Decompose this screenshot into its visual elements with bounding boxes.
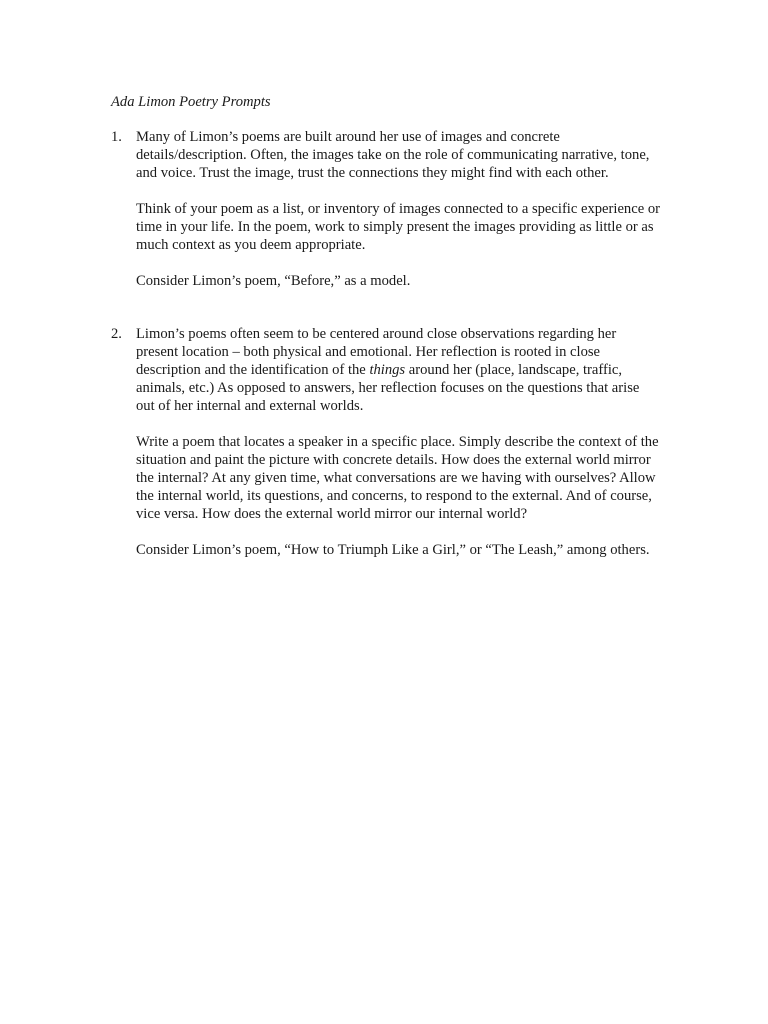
text-line: details/description. Often, the images take on the role of communicating narrative, tone, (136, 147, 650, 163)
text-line: Limon’s poems often seem to be centered around close observations regarding her (136, 326, 617, 342)
text-line: vice versa. How does the external world mirror our internal world? (136, 506, 528, 522)
text-line: and voice. Trust the image, trust the connections they might find with each other. (136, 165, 609, 181)
text-line: the internal? At any given time, what conversations are we having with ourselves? Allow (136, 470, 656, 486)
prompt-paragraph (136, 325, 696, 415)
prompt-paragraph (136, 433, 696, 523)
model-poem-line: Consider Limon’s poem, “Before,” as a model. (136, 273, 411, 289)
prompt-paragraph (136, 541, 696, 559)
model-poem-line: Consider Limon’s poem, “How to Triumph Like a Girl,” or “The Leash,” among others. (136, 542, 650, 558)
text-line: animals, etc.) As opposed to answers, her reflection focuses on the questions that arise (136, 380, 640, 396)
document-title: Ada Limon Poetry Prompts (111, 94, 271, 110)
prompt-body (136, 325, 696, 559)
prompt-number: 2. (111, 326, 122, 342)
text-line: Think of your poem as a list, or inventory of images connected to a specific experience or (136, 201, 660, 217)
prompt-paragraph (136, 272, 696, 290)
text-line: time in your life. In the poem, work to simply present the images providing as little or as (136, 219, 654, 235)
prompt-paragraph (136, 128, 696, 182)
emphasized-word: things (369, 362, 406, 378)
prompt-paragraph (136, 200, 696, 254)
text-line: Write a poem that locates a speaker in a specific place. Simply describe the context of the (136, 434, 659, 450)
text-line: situation and paint the picture with concrete details. How does the external world mirror (136, 452, 651, 468)
text-segment: description and the identification of the (136, 362, 370, 378)
prompt-number: 1. (111, 129, 122, 145)
text-line: present location – both physical and emotional. Her reflection is rooted in close (136, 344, 601, 360)
text-segment: around her (place, landscape, traffic, (405, 362, 623, 378)
text-line (136, 361, 696, 379)
text-line: out of her internal and external worlds. (136, 398, 364, 414)
text-line: the internal world, its questions, and concerns, to respond to the external. And of course, (136, 488, 652, 504)
text-line: much context as you deem appropriate. (136, 237, 366, 253)
text-line: Many of Limon’s poems are built around her use of images and concrete (136, 129, 560, 145)
prompt-body (136, 128, 696, 290)
